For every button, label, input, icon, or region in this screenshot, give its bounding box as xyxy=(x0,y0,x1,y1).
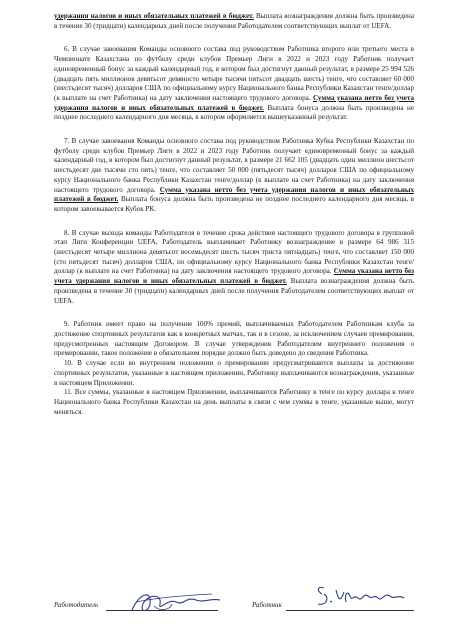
clause-9: 9. Работник имеет право на получение 100% премий, выплачиваемых Работодателем Работникам клуба за достижение спортивных результатов как в конкретных матчах, так и в сезоне, за исключением случаев премирования, предусмотренных настоящим Договором. В случае утверждения Работодателем внутреннего положения о премировании, такое положение в обязательном порядке должно быть доведено до сведения Работника. xyxy=(54,320,414,358)
bold-underlined-text: Сумма указана нетто без учета удержания налогов и иных обязательных платежей в бюджет. xyxy=(54,267,414,286)
clause-text: Выплата вознаграждения должна быть произведена в течение 30 (тридцати) календарных дней после получения Работодателем соответствующих выплат от UEFA. xyxy=(54,12,414,30)
clause-text: Выплата бонуса должна быть произведена не позднее последнего календарного дня месяца, в котором завоевывается Кубок РК. xyxy=(54,195,414,213)
clause-8 xyxy=(54,229,414,307)
clause-text: Выплата бонуса должна быть произведена не позднее последнего календарного дня месяца, в котором оформляется вышеуказанный результат. xyxy=(54,103,414,122)
clause-11: 11. Все суммы, указанные в настоящем Приложении, выплачиваются Работнику в тенге по курсу доллара к тенге Национального банка Республики Казахстан на день выплаты в связи с чем суммы в тенге, указанные выше, могут меняться. xyxy=(54,388,414,416)
clause-text: 8. В случае выхода команды Работодателя в течение срока действия настоящего трудового договора в групповой этап Лиги Конференции UEFA, Работодатель выплачивает Работнику вознаграждение в размере 64 986 315 (шестьдесят четыре миллиона девятьсот восемьдесят шесть тысяч триста пятнадцать) тенге, что составляет 150 000 (сто пятьдесят тысяч) долларов США, по официальному курсу Национального банка Республики Казахстан тенге/доллар (к выплате на счет Работника) на дату заключения настоящего трудового договора. xyxy=(54,228,414,276)
clause-text: 6. В случае завоевания Команды основного состава под руководством Работника второго или третьего места в Чемпионате Казахстана по футболу среди клубов Премьер Лиги в 2022 и 2023 году Работник получает единовременный бонус за каждый календарный год, в котором был достигнут данный результат, в размере 25 994 526 (двадцать пять миллионов девятьсот девяносто четыре тысячи пятьсот двадцать шесть) тенге, что составляет 60 000 (шестьдесят тысяч) долларов США по официальному курсу Национального банка Республики Казахстан тенге/доллар (к выплате на счет Работника) на дату заключения настоящего трудового договора. xyxy=(54,45,414,102)
employee-signature-image xyxy=(314,584,410,614)
bold-underlined-text: удержания налогов и иных обязательных платежей в бюджет. xyxy=(54,12,254,20)
clause-6 xyxy=(54,45,414,123)
employee-label: Работник xyxy=(252,601,282,609)
clause-text: 7. В случае завоевания Команды основного состава под руководством Работника Кубка Республики Казахстан по футболу среди клубов Премьер Лиги в 2022 и 2023 году Работник получает единовременный бонус за каждый календарный год, в котором был достигнут данный результат, в размере 21 662 105 (двадцать один миллион шестьсот шестьдесят две тысячи сто пять) тенге, что составляет 50 000 (пятьдесят тысяч) долларов США по официальному курсу Национального банка Республики Казахстан тенге/доллар (к выплате на счет Работника) на дату заключения настоящего трудового договора. xyxy=(54,137,414,194)
bold-underlined-text: Сумма указана нетто без учета удержания налогов и иных обязательных платежей в бюджет. xyxy=(54,93,415,112)
clause-10: 10. В случае если во внутреннем положении о премировании предусматриваются выплаты за достижение спортивных результатов, указанные в настоящем приложении, Работнику выплачиваются вознаграждения, указанные в настоящем Приложении. xyxy=(54,359,414,387)
bold-underlined-text: Сумма указана нетто без учета удержания налогов и иных обязательных платежей в бюджет. xyxy=(54,185,414,204)
document-body xyxy=(54,12,414,417)
clause-text: Выплата вознаграждения должна быть произведена в течение 30 (тридцати) календарных дней после получения Работодателем соответствующих выплат от UEFA. xyxy=(54,277,414,305)
signature-block xyxy=(54,590,414,620)
clause-7 xyxy=(54,137,414,215)
employer-signature-image xyxy=(126,588,226,618)
employer-label: Работодатель xyxy=(54,601,99,609)
clause-8-continued xyxy=(54,12,414,31)
